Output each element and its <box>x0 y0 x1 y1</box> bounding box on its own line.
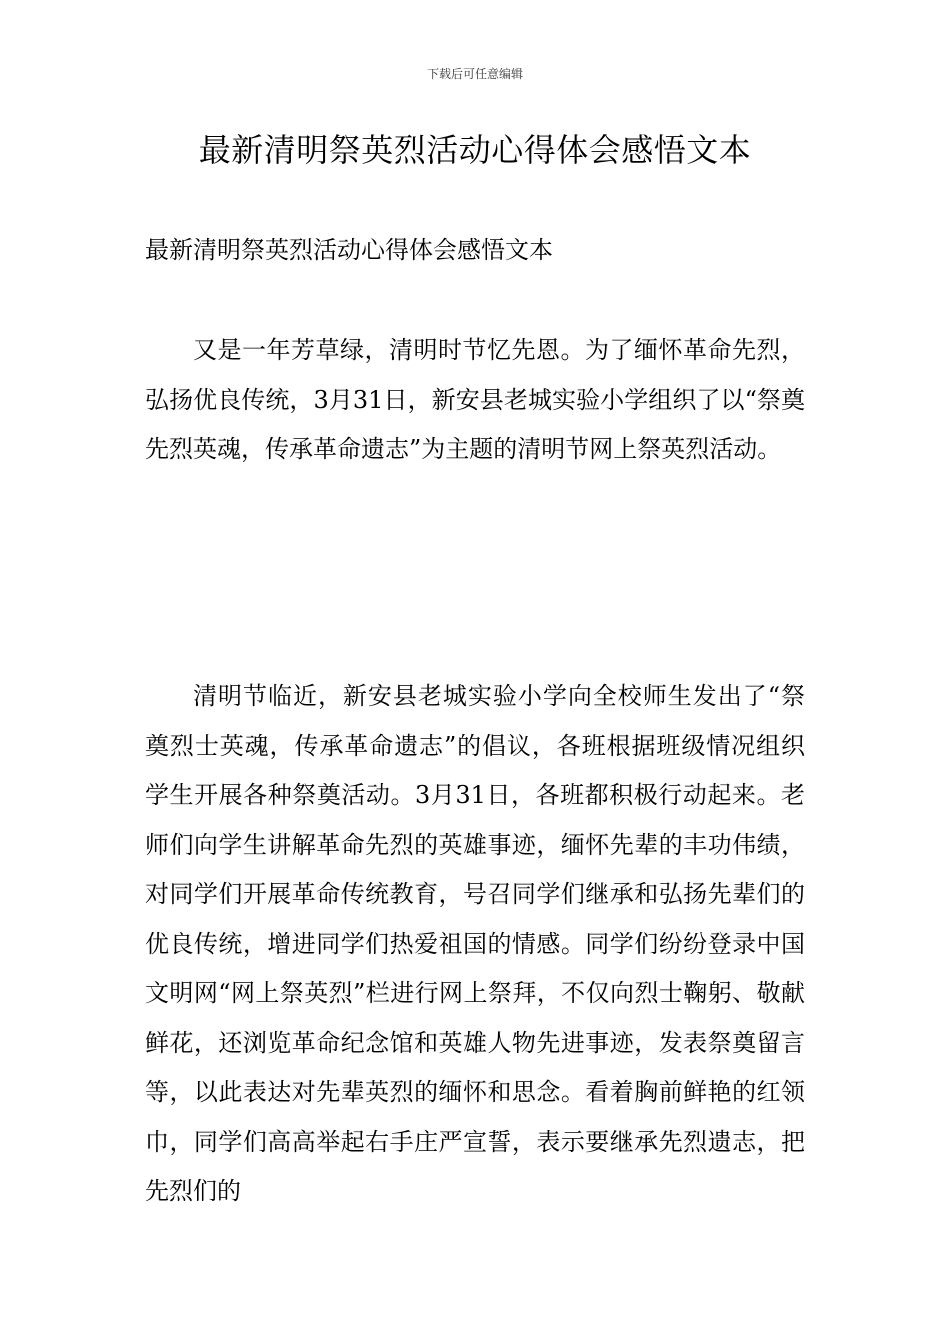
paragraph-2: 清明节临近，新安县老城实验小学向全校师生发出了“祭奠烈士英魂，传承革命遗志”的倡议，各班根据班级情况组织学生开展各种祭奠活动。3月31日，各班都积极行动起来。老师们向学生讲解革命先烈的英雄事迹，缅怀先辈的丰功伟绩，对同学们开展革命传统教育，号召同学们继承和弘扬先辈们的优良传统，增进同学们热爱祖国的情感。同学们纷纷登录中国文明网“网上祭英烈”栏进行网上祭拜，不仅向烈士鞠躬、敬献鲜花，还浏览革命纪念馆和英雄人物先进事迹，发表祭奠留言等，以此表达对先辈英烈的缅怀和思念。看着胸前鲜艳的红领巾，同学们高高举起右手庄严宣誓，表示要继承先烈遗志，把先烈们的 <box>145 682 805 1205</box>
document-subtitle: 最新清明祭英烈活动心得体会感悟文本 <box>145 236 553 264</box>
paragraph-1: 又是一年芳草绿，清明时节忆先恩。为了缅怀革命先烈，弘扬优良传统，3月31日，新安县老城实验小学组织了以“祭奠先烈英魂，传承革命遗志”为主题的清明节网上祭英烈活动。 <box>145 336 805 463</box>
document-title: 最新清明祭英烈活动心得体会感悟文本 <box>198 131 752 169</box>
header-note: 下载后可任意编辑 <box>426 67 523 81</box>
